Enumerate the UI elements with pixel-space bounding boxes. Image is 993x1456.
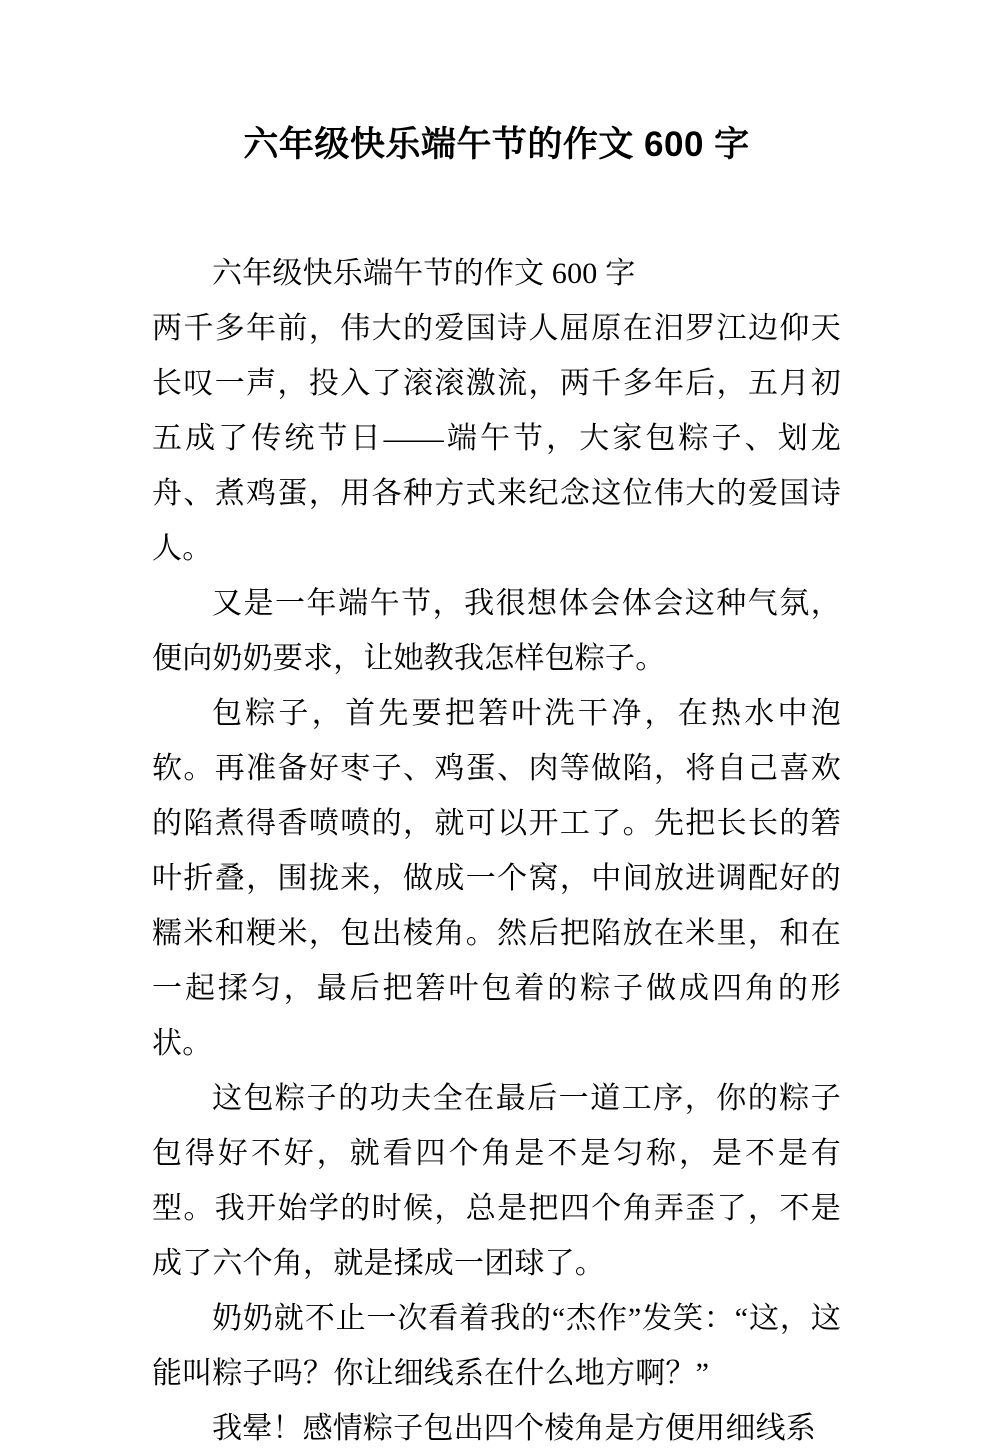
page-title: 六年级快乐端午节的作文 600 字 — [243, 125, 750, 164]
document-body — [152, 246, 841, 1456]
paragraph: 两千多年前，伟大的爱国诗人屈原在汨罗江边仰天长叹一声，投入了滚滚激流，两千多年后，五月初五成了传统节日——端午节，大家包粽子、划龙舟、煮鸡蛋，用各种方式来纪念这位伟大的爱国诗人。 — [152, 312, 841, 565]
paragraph: 这包粽子的功夫全在最后一道工序，你的粽子包得好不好，就看四个角是不是匀称，是不是有型。我开始学的时候，总是把四个角弄歪了，不是成了六个角，就是揉成一团球了。 — [152, 1082, 841, 1280]
paragraph: 六年级快乐端午节的作文 600 字 — [212, 257, 636, 290]
paragraph: 奶奶就不止一次看着我的“杰作”发笑：“这，这能叫粽子吗？你让细线系在什么地方啊？” — [152, 1302, 841, 1390]
paragraph: 又是一年端午节，我很想体会体会这种气氛，便向奶奶要求，让她教我怎样包粽子。 — [152, 587, 841, 675]
paragraph: 我晕！感情粽子包出四个棱角是方便用细线系 — [212, 1412, 816, 1445]
paragraph: 包粽子，首先要把箬叶洗干净，在热水中泡软。再准备好枣子、鸡蛋、肉等做陷，将自己喜欢的陷煮得香喷喷的，就可以开工了。先把长长的箬叶折叠，围拢来，做成一个窝，中间放进调配好的糯米和粳米，包出棱角。然后把陷放在米里，和在一起揉匀，最后把箬叶包着的粽子做成四角的形状。 — [152, 697, 841, 1060]
